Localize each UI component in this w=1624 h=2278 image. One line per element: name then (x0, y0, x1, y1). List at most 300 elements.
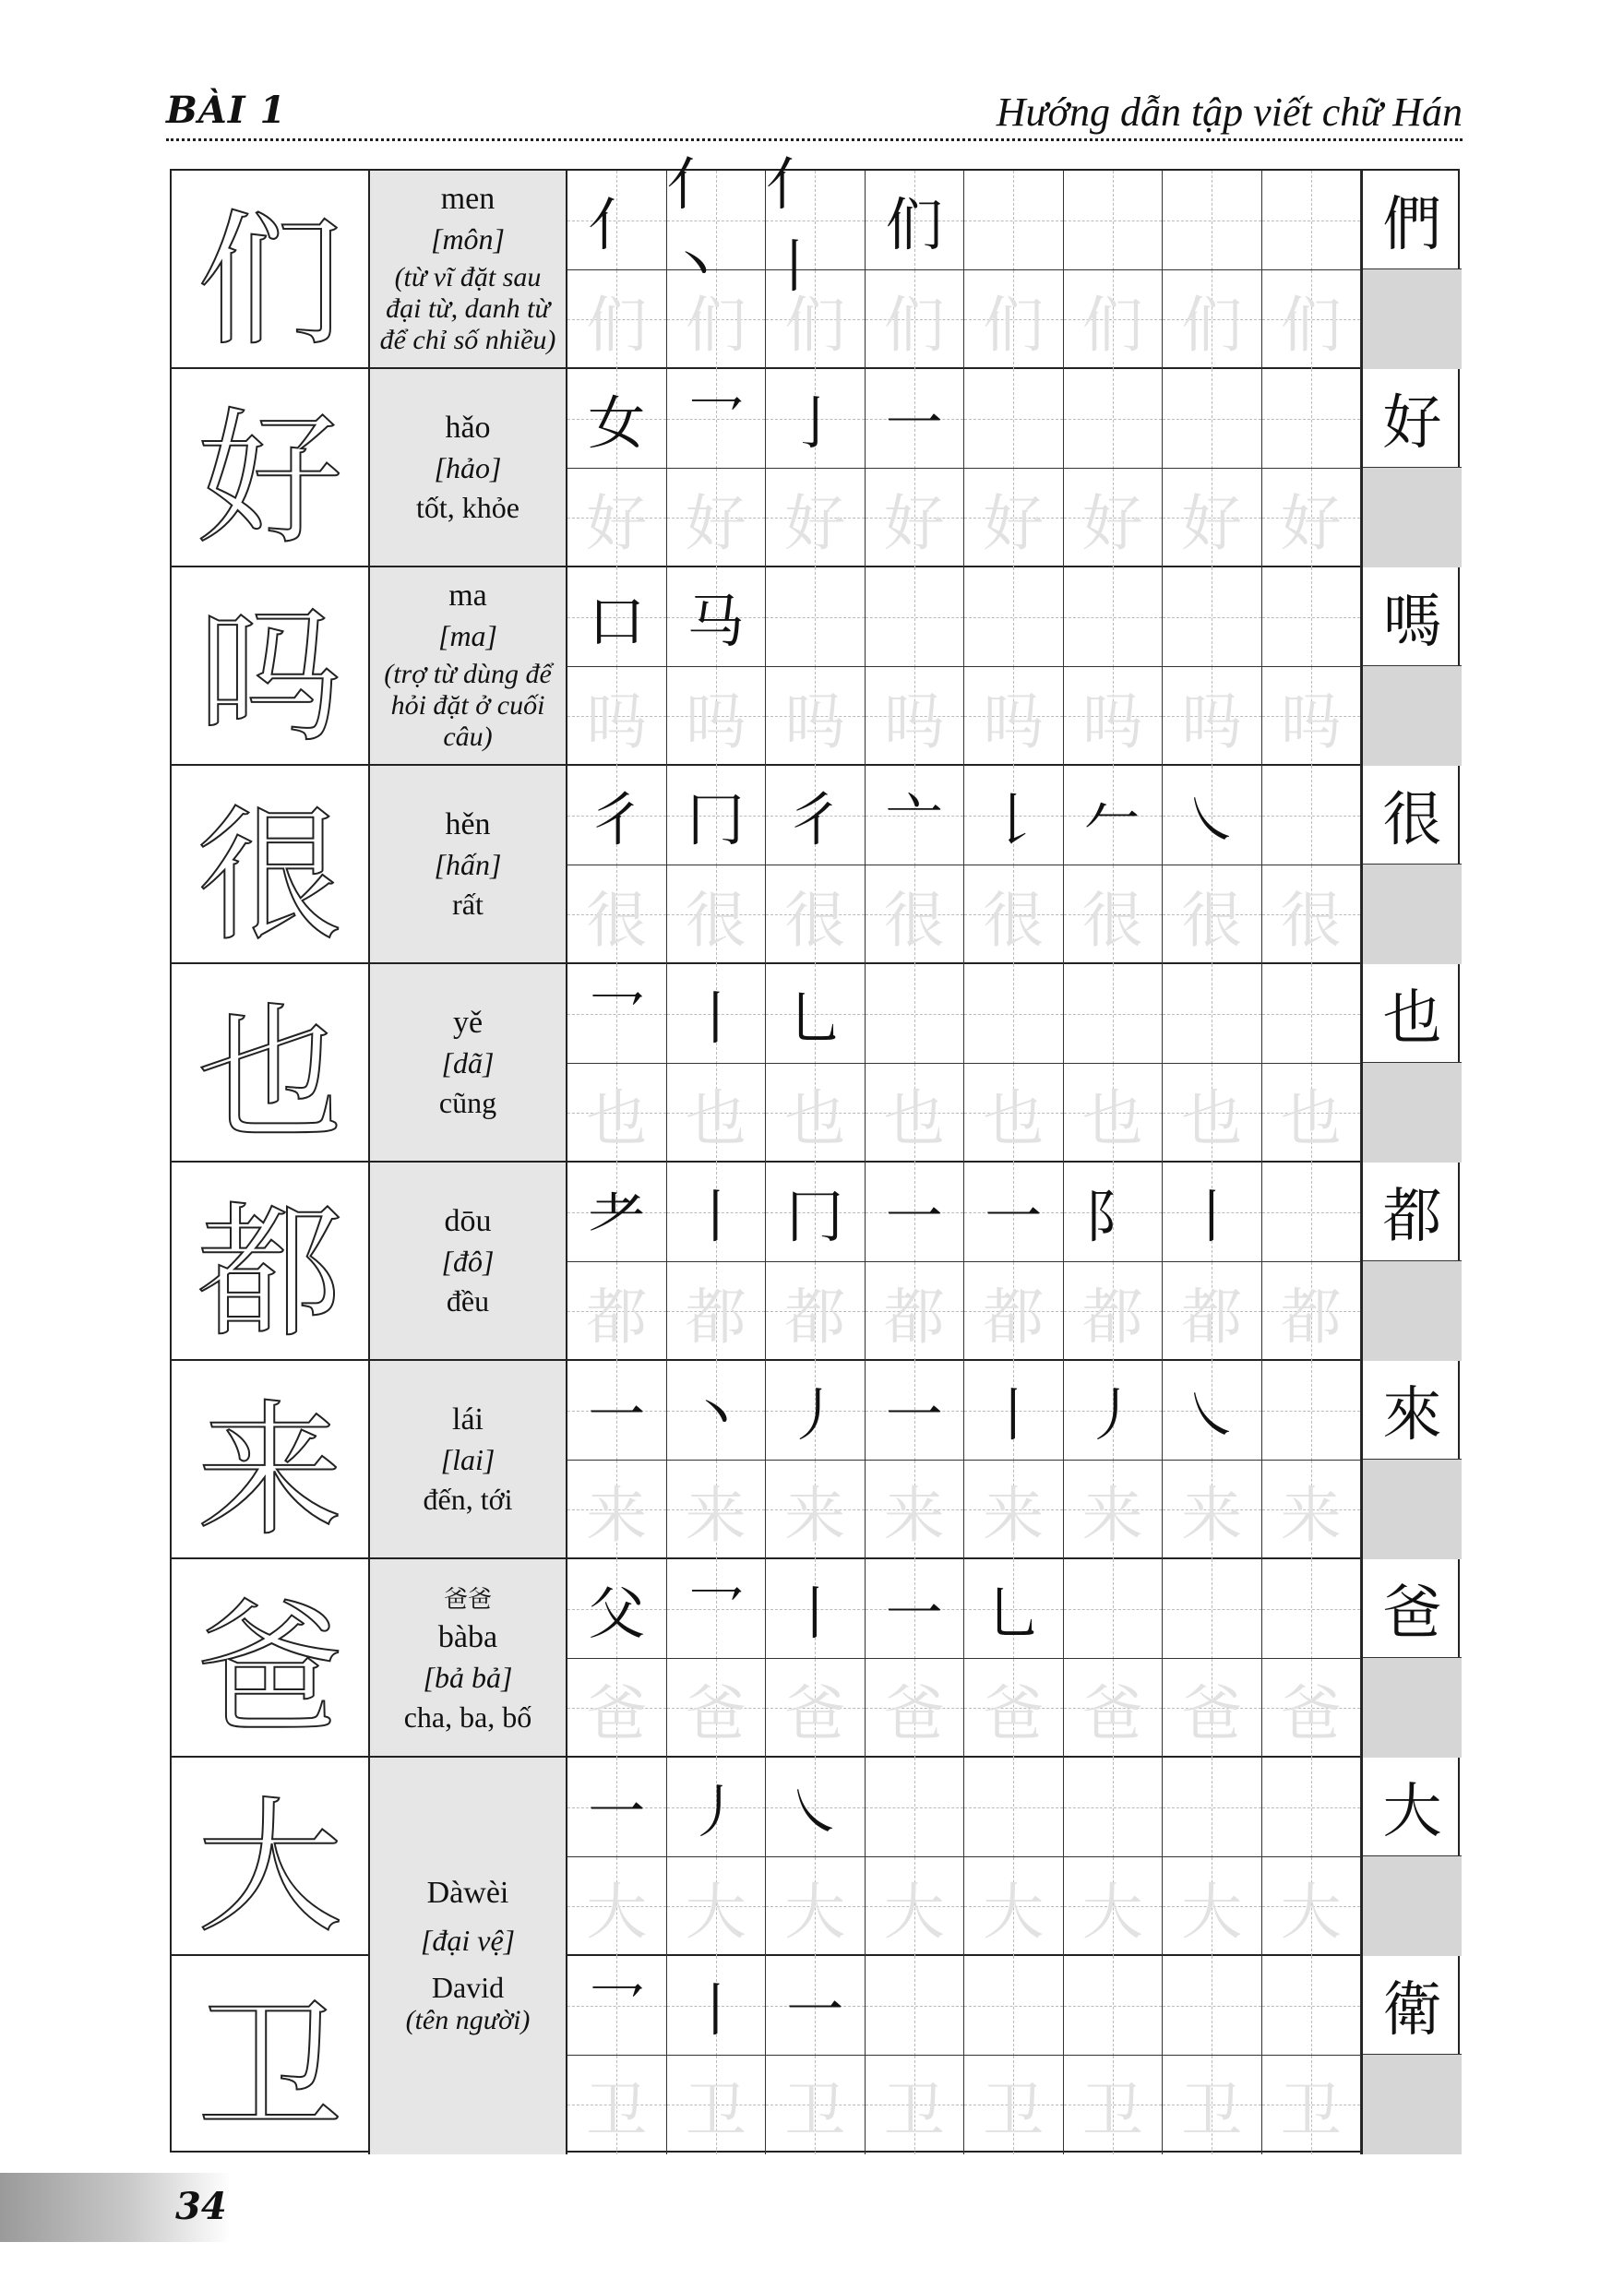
tracing-cell[interactable] (766, 1064, 866, 1163)
outline-character: 好 (172, 369, 370, 566)
practice-grid (567, 766, 1361, 962)
tracing-cell[interactable] (1262, 2056, 1362, 2155)
practice-grid (567, 1956, 1361, 2154)
stroke-order-cell[interactable] (866, 1361, 965, 1461)
traditional-character: 嗎 (1363, 567, 1462, 666)
outline-character: 卫 (172, 1956, 370, 2154)
stroke-glyph: 亻 (588, 191, 646, 259)
tracing-cell[interactable] (567, 1659, 667, 1759)
tracing-cell[interactable] (1163, 1659, 1262, 1759)
traditional-column (1361, 567, 1462, 764)
stroke-order-cell[interactable] (1064, 1559, 1164, 1659)
stroke-order-cell[interactable] (964, 964, 1064, 1064)
tracing-cell[interactable] (567, 667, 667, 767)
tracing-cell[interactable] (1163, 1262, 1262, 1362)
stroke-order-cell[interactable] (1163, 1559, 1262, 1659)
tracing-cell[interactable] (1064, 1857, 1164, 1957)
tracing-cell[interactable] (766, 1857, 866, 1957)
stroke-glyph: 亅 (786, 389, 844, 458)
stroke-glyph: 乛 (588, 1976, 646, 2045)
character-info (370, 964, 567, 1161)
trace-glyph: 大 (883, 1876, 945, 1948)
meaning-label: rất (452, 887, 484, 921)
tracing-cell[interactable] (1064, 1659, 1164, 1759)
stroke-order-cell[interactable] (766, 1559, 866, 1659)
stroke-glyph (1064, 369, 1163, 469)
trace-glyph: 很 (1081, 884, 1143, 956)
trace-glyph: 大 (685, 1876, 746, 1948)
traditional-column (1361, 1758, 1462, 1954)
stroke-glyph (866, 1758, 964, 1857)
practice-grid (567, 369, 1361, 566)
stroke-glyph: 乛 (687, 1580, 745, 1648)
stroke-order-cell[interactable] (567, 1163, 667, 1262)
stroke-order-cell[interactable] (866, 766, 965, 865)
practice-grid (567, 1361, 1361, 1557)
tracing-cell[interactable] (1262, 1659, 1362, 1759)
trace-glyph: 很 (1181, 884, 1243, 956)
character-info (370, 1163, 567, 1359)
tracing-cell[interactable] (1262, 865, 1362, 965)
trace-glyph: 大 (1181, 1876, 1243, 1948)
stroke-order-cell[interactable] (1064, 1163, 1164, 1262)
tracing-cell[interactable] (866, 1064, 965, 1163)
tracing-cell[interactable] (964, 469, 1064, 568)
stroke-order-cell[interactable] (964, 369, 1064, 469)
character-info (370, 171, 567, 367)
stroke-order-cell[interactable] (1064, 567, 1164, 667)
stroke-glyph: 丨 (786, 1580, 844, 1648)
meaning-label: cha, ba, bố (403, 1700, 532, 1734)
stroke-order-cell[interactable] (567, 964, 667, 1064)
tracing-cell[interactable] (866, 1857, 965, 1957)
trace-glyph: 好 (1280, 487, 1342, 559)
stroke-order-cell[interactable] (1163, 964, 1262, 1064)
character-row (172, 1163, 1462, 1361)
meaning-label: tốt, khỏe (416, 490, 519, 524)
tracing-cell[interactable] (1163, 865, 1262, 965)
stroke-order-cell[interactable] (667, 1758, 767, 1857)
traditional-character: 很 (1363, 766, 1462, 865)
stroke-order-cell[interactable] (766, 1163, 866, 1262)
tracing-cell[interactable] (667, 667, 767, 767)
stroke-glyph: 丨 (985, 1381, 1043, 1449)
stroke-order-cell[interactable] (1064, 171, 1164, 270)
stroke-order-cell[interactable] (667, 1163, 767, 1262)
stroke-glyph: 丨 (687, 1183, 745, 1251)
stroke-order-cell[interactable] (667, 964, 767, 1064)
stroke-glyph: 一 (786, 1976, 844, 2045)
tracing-cell[interactable] (964, 1659, 1064, 1759)
tracing-cell[interactable] (567, 270, 667, 370)
stroke-order-cell[interactable] (1064, 1956, 1164, 2056)
trace-glyph: 卫 (1181, 2074, 1243, 2146)
tracing-cell[interactable] (1262, 1262, 1362, 1362)
stroke-order-cell[interactable] (866, 171, 965, 270)
trace-glyph: 大 (586, 1876, 648, 1948)
stroke-glyph: 亻丶 (666, 149, 724, 300)
stroke-order-cell[interactable] (964, 1163, 1064, 1262)
stroke-order-cell[interactable] (1163, 369, 1262, 469)
stroke-order-cell[interactable] (964, 1956, 1064, 2056)
stroke-glyph (1262, 1956, 1361, 2056)
traditional-column (1361, 766, 1462, 962)
tracing-cell[interactable] (567, 1262, 667, 1362)
tracing-cell[interactable] (1064, 1064, 1164, 1163)
tracing-cell[interactable] (766, 1262, 866, 1362)
trace-glyph: 都 (1081, 1281, 1143, 1353)
trace-glyph: 也 (1280, 1082, 1342, 1154)
tracing-cell[interactable] (866, 667, 965, 767)
stroke-order-cell[interactable] (1064, 1758, 1164, 1857)
tracing-cell[interactable] (667, 469, 767, 568)
book-title: Hướng dẫn tập viết chữ Hán (996, 89, 1463, 135)
trace-glyph: 吗 (685, 686, 746, 757)
stroke-order-cell[interactable] (666, 149, 767, 300)
stroke-glyph: 们 (885, 191, 943, 259)
tracing-cell[interactable] (964, 865, 1064, 965)
stroke-glyph (1262, 1559, 1361, 1659)
stroke-glyph (1262, 964, 1361, 1064)
stroke-glyph: 丨 (687, 984, 745, 1053)
stroke-order-cell[interactable] (667, 369, 767, 469)
stroke-order-cell[interactable] (1163, 567, 1262, 667)
tracing-cell[interactable] (766, 469, 866, 568)
traditional-character: 爸 (1363, 1559, 1462, 1658)
pinyin-label: yě (452, 1005, 484, 1040)
tracing-cell[interactable] (667, 1659, 767, 1759)
stroke-order-cell[interactable] (1163, 766, 1262, 865)
stroke-order-cell[interactable] (1064, 964, 1164, 1064)
tracing-cell[interactable] (866, 865, 965, 965)
stroke-order-cell[interactable] (1262, 766, 1362, 865)
tracing-cell[interactable] (1163, 1857, 1262, 1957)
stroke-glyph: 马 (687, 588, 745, 656)
trace-glyph: 吗 (983, 686, 1045, 757)
traditional-blank (1363, 468, 1462, 567)
tracing-cell[interactable] (1163, 2056, 1262, 2155)
stroke-order-cell[interactable] (1262, 1956, 1362, 2056)
trace-glyph: 吗 (1280, 686, 1342, 757)
trace-glyph: 卫 (983, 2074, 1045, 2146)
stroke-order-cell[interactable] (766, 1361, 866, 1461)
tracing-cell[interactable] (1262, 270, 1362, 370)
tracing-cell[interactable] (1064, 1461, 1164, 1560)
stroke-order-cell[interactable] (1163, 171, 1262, 270)
stroke-glyph: ㇏ (1183, 786, 1241, 854)
character-row (172, 964, 1462, 1163)
tracing-cell[interactable] (964, 1857, 1064, 1957)
stroke-order-cell[interactable] (1262, 1361, 1362, 1461)
trace-glyph: 很 (685, 884, 746, 956)
pinyin-label: men (440, 182, 496, 216)
traditional-column (1361, 369, 1462, 566)
tracing-cell[interactable] (1163, 270, 1262, 370)
tracing-cell[interactable] (866, 270, 965, 370)
stroke-order-cell[interactable] (667, 766, 767, 865)
tracing-cell[interactable] (866, 469, 965, 568)
stroke-glyph (1064, 171, 1163, 270)
stroke-order-cell[interactable] (567, 369, 667, 469)
traditional-character: 們 (1363, 171, 1462, 269)
trace-glyph: 好 (784, 487, 846, 559)
tracing-cell[interactable] (1262, 1064, 1362, 1163)
pinyin-label: dōu (444, 1203, 492, 1238)
stroke-glyph (1163, 964, 1261, 1064)
stroke-order-cell[interactable] (964, 1361, 1064, 1461)
tracing-cell[interactable] (567, 1461, 667, 1560)
trace-glyph: 卫 (784, 2074, 846, 2146)
trace-glyph: 也 (1081, 1082, 1143, 1154)
traditional-character: 衛 (1363, 1956, 1462, 2055)
stroke-order-cell[interactable] (1262, 1163, 1362, 1262)
trace-glyph: 们 (1280, 289, 1342, 361)
tracing-cell[interactable] (866, 1659, 965, 1759)
trace-glyph: 吗 (1181, 686, 1243, 757)
traditional-blank (1363, 865, 1462, 964)
trace-glyph: 好 (1181, 487, 1243, 559)
stroke-order-cell[interactable] (1163, 1956, 1262, 2056)
outline-character: 也 (172, 964, 370, 1161)
meaning-label: (trợ từ dùng để hỏi đặt ở cuối câu) (384, 659, 552, 752)
lesson-label: BÀI 1 (166, 89, 287, 132)
stroke-order-cell[interactable] (1163, 1758, 1262, 1857)
stroke-order-cell[interactable] (964, 1559, 1064, 1659)
stroke-order-cell[interactable] (866, 567, 965, 667)
character-row (172, 1758, 1462, 1956)
stroke-order-cell[interactable] (766, 964, 866, 1064)
tracing-cell[interactable] (1163, 1064, 1262, 1163)
trace-glyph: 也 (883, 1082, 945, 1154)
character-row (172, 1559, 1462, 1758)
stroke-order-cell[interactable] (567, 171, 667, 270)
traditional-character: 大 (1363, 1758, 1462, 1856)
tracing-cell[interactable] (667, 1461, 767, 1560)
stroke-glyph: ㇏ (1183, 1381, 1241, 1449)
traditional-blank (1363, 1261, 1462, 1361)
stroke-order-cell[interactable] (1262, 1559, 1362, 1659)
stroke-glyph: 一 (885, 389, 943, 458)
pinyin-label: hǎo (445, 410, 491, 445)
pinyin-label: lái (452, 1401, 484, 1437)
trace-glyph: 们 (1181, 289, 1243, 361)
tracing-cell[interactable] (866, 1262, 965, 1362)
stroke-glyph: 丿 (687, 1778, 745, 1846)
stroke-order-cell[interactable] (1064, 1361, 1164, 1461)
stroke-order-cell[interactable] (964, 171, 1064, 270)
tracing-cell[interactable] (964, 1262, 1064, 1362)
stroke-order-cell[interactable] (567, 766, 667, 865)
stroke-order-cell[interactable] (1262, 1758, 1362, 1857)
tracing-cell[interactable] (766, 865, 866, 965)
word-info-dawei (370, 1758, 567, 2154)
stroke-order-cell[interactable] (1262, 171, 1362, 270)
stroke-glyph: ㇏ (786, 1778, 844, 1846)
tracing-cell[interactable] (1262, 1857, 1362, 1957)
stroke-order-cell[interactable] (567, 1559, 667, 1659)
stroke-order-cell[interactable] (766, 1956, 866, 2056)
stroke-glyph (1262, 1758, 1361, 1857)
stroke-order-cell[interactable] (667, 567, 767, 667)
practice-grid (567, 1559, 1361, 1756)
stroke-order-cell[interactable] (667, 1559, 767, 1659)
trace-glyph: 吗 (883, 686, 945, 757)
stroke-order-cell[interactable] (866, 1758, 965, 1857)
sino-vietnamese-reading: [bả bả] (423, 1661, 513, 1694)
trace-glyph: 好 (1081, 487, 1143, 559)
stroke-order-cell[interactable] (1262, 964, 1362, 1064)
tracing-cell[interactable] (567, 1064, 667, 1163)
tracing-cell[interactable] (1064, 667, 1164, 767)
sino-vietnamese-reading: [ma] (437, 619, 497, 652)
stroke-order-cell[interactable] (766, 766, 866, 865)
tracing-cell[interactable] (866, 1461, 965, 1560)
tracing-cell[interactable] (1163, 1461, 1262, 1560)
tracing-cell[interactable] (1064, 469, 1164, 568)
stroke-order-cell[interactable] (1064, 369, 1164, 469)
tracing-cell[interactable] (1064, 865, 1164, 965)
trace-glyph: 也 (784, 1082, 846, 1154)
tracing-cell[interactable] (964, 1064, 1064, 1163)
stroke-glyph: 一 (985, 1183, 1043, 1251)
stroke-order-cell[interactable] (866, 369, 965, 469)
stroke-glyph (1262, 171, 1361, 270)
trace-glyph: 都 (983, 1281, 1045, 1353)
stroke-glyph (866, 964, 964, 1064)
stroke-glyph (1163, 567, 1261, 667)
tracing-cell[interactable] (567, 469, 667, 568)
stroke-glyph (964, 567, 1063, 667)
meaning-label: đến, tới (423, 1482, 513, 1516)
tracing-cell[interactable] (1064, 2056, 1164, 2155)
tracing-cell[interactable] (766, 667, 866, 767)
trace-glyph: 吗 (586, 686, 648, 757)
stroke-order-cell[interactable] (964, 1758, 1064, 1857)
tracing-cell[interactable] (964, 1461, 1064, 1560)
tracing-cell[interactable] (1262, 667, 1362, 767)
tracing-cell[interactable] (1163, 469, 1262, 568)
traditional-column (1361, 1956, 1462, 2154)
tracing-cell[interactable] (567, 2056, 667, 2155)
stroke-order-cell[interactable] (866, 964, 965, 1064)
trace-glyph: 很 (1280, 884, 1342, 956)
tracing-cell[interactable] (667, 2056, 767, 2155)
stroke-glyph: 乚 (786, 984, 844, 1053)
trace-glyph: 很 (784, 884, 846, 956)
tracing-cell[interactable] (964, 2056, 1064, 2155)
trace-glyph: 都 (685, 1281, 746, 1353)
stroke-glyph (1262, 1361, 1361, 1461)
tracing-cell[interactable] (567, 865, 667, 965)
tracing-cell[interactable] (964, 667, 1064, 767)
trace-glyph: 大 (784, 1876, 846, 1948)
stroke-glyph: 一 (885, 1580, 943, 1648)
stroke-order-cell[interactable] (766, 1758, 866, 1857)
trace-glyph: 很 (883, 884, 945, 956)
trace-glyph: 卫 (1280, 2074, 1342, 2146)
tracing-cell[interactable] (667, 1262, 767, 1362)
stroke-order-cell[interactable] (1064, 766, 1164, 865)
outline-character: 爸 (172, 1559, 370, 1756)
practice-grid (567, 149, 1361, 367)
traditional-character: 都 (1363, 1163, 1462, 1261)
stroke-glyph (866, 567, 964, 667)
trace-glyph: 们 (883, 289, 945, 361)
writing-practice-table (170, 149, 1460, 2153)
tracing-cell[interactable] (766, 1659, 866, 1759)
stroke-order-cell[interactable] (866, 1956, 965, 2056)
trace-glyph: 大 (1280, 1876, 1342, 1948)
stroke-order-cell[interactable] (766, 369, 866, 469)
tracing-cell[interactable] (866, 2056, 965, 2155)
stroke-order-cell[interactable] (866, 1163, 965, 1262)
character-row (172, 369, 1462, 567)
stroke-order-cell[interactable] (1163, 1163, 1262, 1262)
tracing-cell[interactable] (1262, 1461, 1362, 1560)
outline-character: 吗 (172, 567, 370, 764)
tracing-cell[interactable] (964, 270, 1064, 370)
stroke-order-cell[interactable] (1262, 567, 1362, 667)
pinyin-label: Dàwèi (426, 1876, 509, 1910)
outline-character: 很 (172, 766, 370, 962)
stroke-order-cell[interactable] (964, 766, 1064, 865)
stroke-order-cell[interactable] (567, 1361, 667, 1461)
stroke-order-cell[interactable] (567, 1758, 667, 1857)
trace-glyph: 很 (983, 884, 1045, 956)
trace-glyph: 都 (784, 1281, 846, 1353)
tracing-cell[interactable] (667, 865, 767, 965)
tracing-cell[interactable] (1064, 1262, 1164, 1362)
trace-glyph: 卫 (586, 2074, 648, 2146)
stroke-glyph (1262, 766, 1361, 865)
sino-vietnamese-reading: [hảo] (434, 450, 502, 484)
tracing-cell[interactable] (766, 2056, 866, 2155)
stroke-order-cell[interactable] (866, 1559, 965, 1659)
tracing-cell[interactable] (567, 1857, 667, 1957)
tracing-cell[interactable] (1064, 270, 1164, 370)
tracing-cell[interactable] (1262, 469, 1362, 568)
trace-glyph: 卫 (1081, 2074, 1143, 2146)
trace-glyph: 们 (586, 289, 648, 361)
stroke-order-cell[interactable] (667, 1956, 767, 2056)
tracing-cell[interactable] (766, 1461, 866, 1560)
stroke-order-cell[interactable] (567, 1956, 667, 2056)
stroke-order-cell[interactable] (567, 567, 667, 667)
trace-glyph: 都 (1181, 1281, 1243, 1353)
pinyin-label: bàba (437, 1620, 498, 1654)
trace-glyph: 都 (1280, 1281, 1342, 1353)
stroke-glyph (766, 567, 865, 667)
tracing-cell[interactable] (1163, 667, 1262, 767)
trace-glyph: 们 (784, 289, 846, 361)
traditional-column (1361, 1361, 1462, 1557)
tracing-cell[interactable] (667, 1064, 767, 1163)
trace-glyph: 来 (883, 1479, 945, 1551)
stroke-order-cell[interactable] (1163, 1361, 1262, 1461)
page-number: 34 (175, 2185, 227, 2228)
outline-character: 大 (172, 1758, 370, 1954)
stroke-order-cell[interactable] (964, 567, 1064, 667)
trace-glyph: 们 (685, 289, 746, 361)
stroke-order-cell[interactable] (766, 149, 866, 300)
character-row (172, 766, 1462, 964)
stroke-order-cell[interactable] (667, 1361, 767, 1461)
stroke-order-cell[interactable] (766, 567, 866, 667)
stroke-order-cell[interactable] (1262, 369, 1362, 469)
tracing-cell[interactable] (667, 1857, 767, 1957)
meaning-label: David (431, 1971, 505, 2004)
stroke-glyph: 父 (588, 1580, 646, 1648)
